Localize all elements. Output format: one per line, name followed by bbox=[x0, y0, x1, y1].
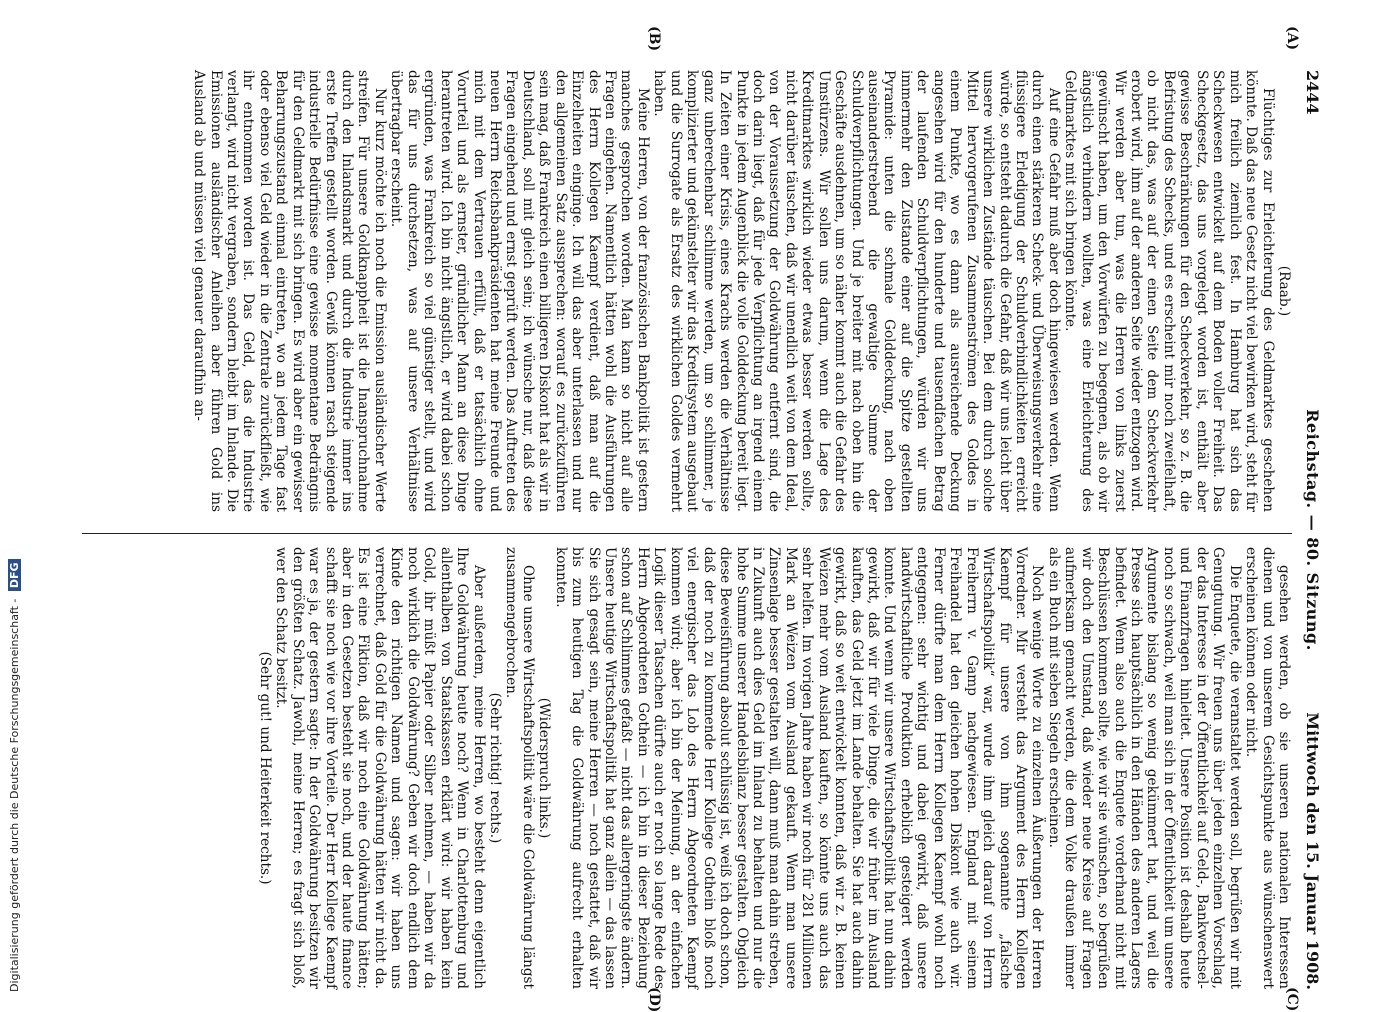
interjection: (Sehr richtig! rechts.) bbox=[487, 692, 503, 844]
dfg-logo: DFG bbox=[8, 559, 21, 591]
speaker-name: (Raab.) bbox=[1276, 265, 1292, 317]
document-page bbox=[62, 26, 1322, 1012]
paragraph: Auf eine Gefahr muß aber doch hingewiesen werden. Wenn durch einen stärkeren Scheck- und Überweisungsverkehr eine flüssigere Erledigung der Schuldverbindlichkeiten erreicht würde, so entsteht dadurch die Gefahr, daß wir uns leicht über unsere wirklichen Zustände täuschen. Bei dem durch solche Mittel hervorgerufenen Zusammenströmen des Goldes in einem Punkte, wo es dann als ausreichende Deckung angesehen wird für den hunderte und tausendfachen Betrag der laufenden Schuldverpflichtungen, würden wir uns immermehr den Zustande einer auf die Spitze gestellten Pyramide: unten die schmale Golddeckung, nach oben auseinanderstrebend die gewaltige Summe der Schuldverpflichtungen. Und je breiter mit nach oben hin die Geschäfte ausdehnen, um so näher kommt auch die Gefahr des Umstürzens. Wir sollen uns darum, wenn die Lage des Kreditmarktes wirklich wieder etwas besser werden sollte, nicht darüber täuschen, daß wir unendlich weit von dem Ideal, von der Voraussetzung der Goldwährung entfernt sind, die doch darin liegt, daß für jede Verpflichtung an irgend einem Punkte in jedem Augenblick die volle Golddeckung bereit liegt. In Zeiten einer Krisis, eines Krachs werden die Verhältnisse ganz unberechenbar schlimme werden, um so schlimmer, je komplizierter und gekünstelter wir das Kreditsystem ausgebaut und die Surrogate als Ersatz des wirklichen Goldes vermehrt haben. bbox=[651, 70, 1062, 512]
margin-marker-d: (D) bbox=[646, 987, 662, 1012]
page-number: 2444 bbox=[1303, 70, 1322, 115]
session-date: Mittwoch den 15. Januar 1908. bbox=[1303, 712, 1322, 990]
page-scan bbox=[62, 26, 1322, 1012]
column-divider bbox=[82, 533, 1292, 534]
margin-marker-a: (A) bbox=[1284, 26, 1300, 51]
paragraph: Flüchtiges zur Erleichterung des Geldmarktes geschehen könnte. Daß das neue Gesetz nicht viel bewirken wird, steht für mich freilich ziemlich fest. In Hamburg hat sich das Scheckwesen entwickelt auf dem Boden voller Freiheit. Das Scheckgesetz, das uns vorgelegt worden ist, enthält aber gewisse Beschränkungen für den Scheckverkehr, so z. B. die Befristung des Schecks, und es erscheint mir noch zweifelhaft, ob nicht das, was auf der einen Seite dem Scheckverkehr erobert wird, ihm auf der anderen Seite wieder entzogen wird. Wir werden aber tun, was die Herren von links zuerst gewünscht haben, um den Vorwürfen zu begegnen, als ob wir ängstlich verhindern wollten, was eine Erleichterung des Geldmarktes mit sich bringen könnte. bbox=[1062, 70, 1276, 512]
session-title: Reichstag. — 80. Sitzung. bbox=[1303, 409, 1322, 651]
paragraph: Meine Herren, von der französischen Bankpolitik ist gestern manches gesprochen worden. Man kann so nicht auf alle Fragen eingehen. Namentlich hätten wohl die Ausführungen des Herrn Kollegen Kaempf verdient, daß man auf die Einzelheiten einginge. Ich will das aber unterlassen und nur den allgemeinen Satz aussprechen: worauf es zurückzuführen sein mag, daß Frankreich einen billigeren Diskont hat als wir in Deutschland, soll mit gleich sein; ich wünsche nur, daß diese Fragen eingehend und ernst geprüft werden. Das Auftreten des neuen Herrn Reichsbankpräsidenten hat meine Freunde und mich mit dem Vertrauen erfüllt, daß er tatsächlich ohne Vorurteil und als ernster, gründlicher Mann an diese Dinge herantreten wird. Ich bin nicht ängstlich, er wird dabei schon ergründen, was Frankreich so viel günstiger stellt, und wird das für uns durchsetzen, was auf unsere Verhältnisse übertragbar erscheint. bbox=[388, 70, 651, 512]
paragraph: Die Enquete, die veranstaltet werden soll, begrüßen wir mit Genugtuung. Wir freuen uns über jeden einzelnen Vorschlag, der das Interesse in der Öffentlichkeit auf Geld-, Bankwechsel- und Finanzfragen hinleitet. Unsere Position ist deshalb heute noch so schwach, weil man sich in der Öffentlichkeit um unsere Argumente bislang so wenig gekümmert hat, und weil die Presse sich hauptsächlich in den Händen des anderen Lagers befindet. Wenn also auch die Enquete vorderhand nicht mit Beschlüssen kommen sollte, wie wir sie wünschen, so begrüßen wir doch den Umstand, daß wieder neue Kreise auf Fragen aufmerksam gemacht werden, die dem Volke draußen immer als ein Buch mit sieben Siegeln erscheinen. bbox=[1045, 547, 1243, 989]
paragraph: Aber außerdem, meine Herren, wo besteht denn eigentlich Ihre Goldwährung heute noch? Wenn in Charlottenburg und allenthalben von Staatskassen erklärt wird: wir haben kein Gold, ihr müßt Papier oder Silber nehmen, — haben wir da noch wirklich die Goldwährung? Geben wir doch endlich dem Kinde den richtigen Namen und sagen: wir haben uns verrechnet, daß Gold für die Goldwährung hätten wir nicht da. Es ist eine Fiktion, daß wir noch eine Goldwährung hätten; aber in den Gesetzen besteht sie noch, und der haute finance schafft sie noch wie vor ihre Vorteile. Der Herr Kollege Kaempf war es ja, der gestern sagte: In der Goldwährung besitzen wir den größten Schatz. Jawohl, meine Herren; es fragt sich bloß, wer den Schatz besitzt. bbox=[273, 547, 487, 989]
interjection: (Widerspruch links.) bbox=[536, 697, 553, 839]
left-column bbox=[191, 70, 1292, 512]
interjection: (Sehr gut! und Heiterkeit rechts.) bbox=[256, 651, 273, 885]
digitization-footer bbox=[0, 0, 20, 1000]
page-header bbox=[1300, 70, 1322, 990]
margin-marker-c: (C) bbox=[1284, 987, 1300, 1012]
paragraph: gesehen werden, ob sie unseren nationalen Interessen dienen und von unserem Gesichtspunkte aus wünschenswert erscheinen können oder nicht. bbox=[1243, 547, 1292, 989]
footer-credit: Digitalisierung gefördert durch die Deutsche Forschungsgemeinschaft - bbox=[8, 598, 21, 992]
paragraph: Ohne unsere Wirtschaftspolitik wäre die Goldwährung längst zusammengebrochen. bbox=[503, 547, 536, 989]
right-column bbox=[256, 547, 1292, 989]
margin-marker-b: (B) bbox=[646, 26, 662, 52]
paragraph: Nur kurz möchte ich noch die Emission ausländischer Werte streifen. Für unsere Goldknappheit ist die Inanspruchnahme durch den Inlandsmarkt und durch die Industrie immer ins erste Treffen gestellt worden. Gewiß können rasch steigende industrielle Bedürfnisse eine gewisse momentane Bedrängnis für den Geldmarkt mit sich bringen. Es wird aber ein gewisser Beharrungszustand einmal eintreten, wo an jedem Tage fast oder ebenso viel Geld wieder in die Zentrale zurückfließt, wie ihr entnommen worden ist. Das Geld, das die Industrie verlangt, wird nicht vergraben, sondern bleibt im Inlande. Die Emissionen ausländischer Anleihen aber führen Gold ins Ausland ab und müssen viel genauer daraufhin an- bbox=[191, 70, 388, 512]
paragraph: Noch wenige Worte zu einzelnen Äußerungen der Herren Vorredner. Mir versteht das Argument des Herrn Kollegen Kaempf für unsere von ihm sogenannte „falsche Wirtschaftspolitik“ war, wurde ihm gleich darauf von Herrn Freiherrn v. Gamp nachgewiesen. England mit seinem Freihandel hat den gleichen hohen Diskont wie auch wir. Ferner dürfte man dem Herrn Kollegen Kaempf wohl noch entgegnen: sehr wichtig und dabei gewirkt, daß unsere landwirtschaftliche Produktion erheblich gesteigert werden konnte. Und wenn wir unsere Wirtschaftspolitik hat nun dahin gewirkt, daß wir für viele Dinge, die wir früher im Ausland kauften, das Geld jetzt im Lande behalten. Sie hat auch dahin gewirkt, daß so weit entwickelt konnten, daß wir z. B. keinen Weizen mehr vom Ausland kauften, so könnte uns auch das sehr helfen. Im vorigen Jahre haben wir noch für 281 Millionen Mark an Weizen vom Ausland gekauft. Wenn man unsere Zinsenlage besser gestalten will, dann muß man dahin streben, in Zukunft auch dies Geld im Inland zu behalten und nur die hohe Summe unserer Handelsbilanz besser gestalten. Obgleich diese Beweisführung absolut schlüssig ist, weiß ich doch schon, daß der noch zu kommende Herr Kollege Gothein bloß noch viel energischer das Lob des Herrn Abgeordneten Kaempf kommen wird; aber ich bin der Meinung, an der einfachen Logik dieser Tatsachen dürfte auch er noch so lange Rede des Herrn Abgeordneten Gothein — ich bin in dieser Beziehung schon auf Schlimmes gefaßt — nicht das allergeringste ändern. Unsere heutige Wirtschaftspolitik hat ganz allein — das lassen Sie sich gesagt sein, meine Herren — noch gestattet, daß wir bis zum heutigen Tag die Goldwährung aufrecht erhalten konnten. bbox=[552, 547, 1046, 989]
